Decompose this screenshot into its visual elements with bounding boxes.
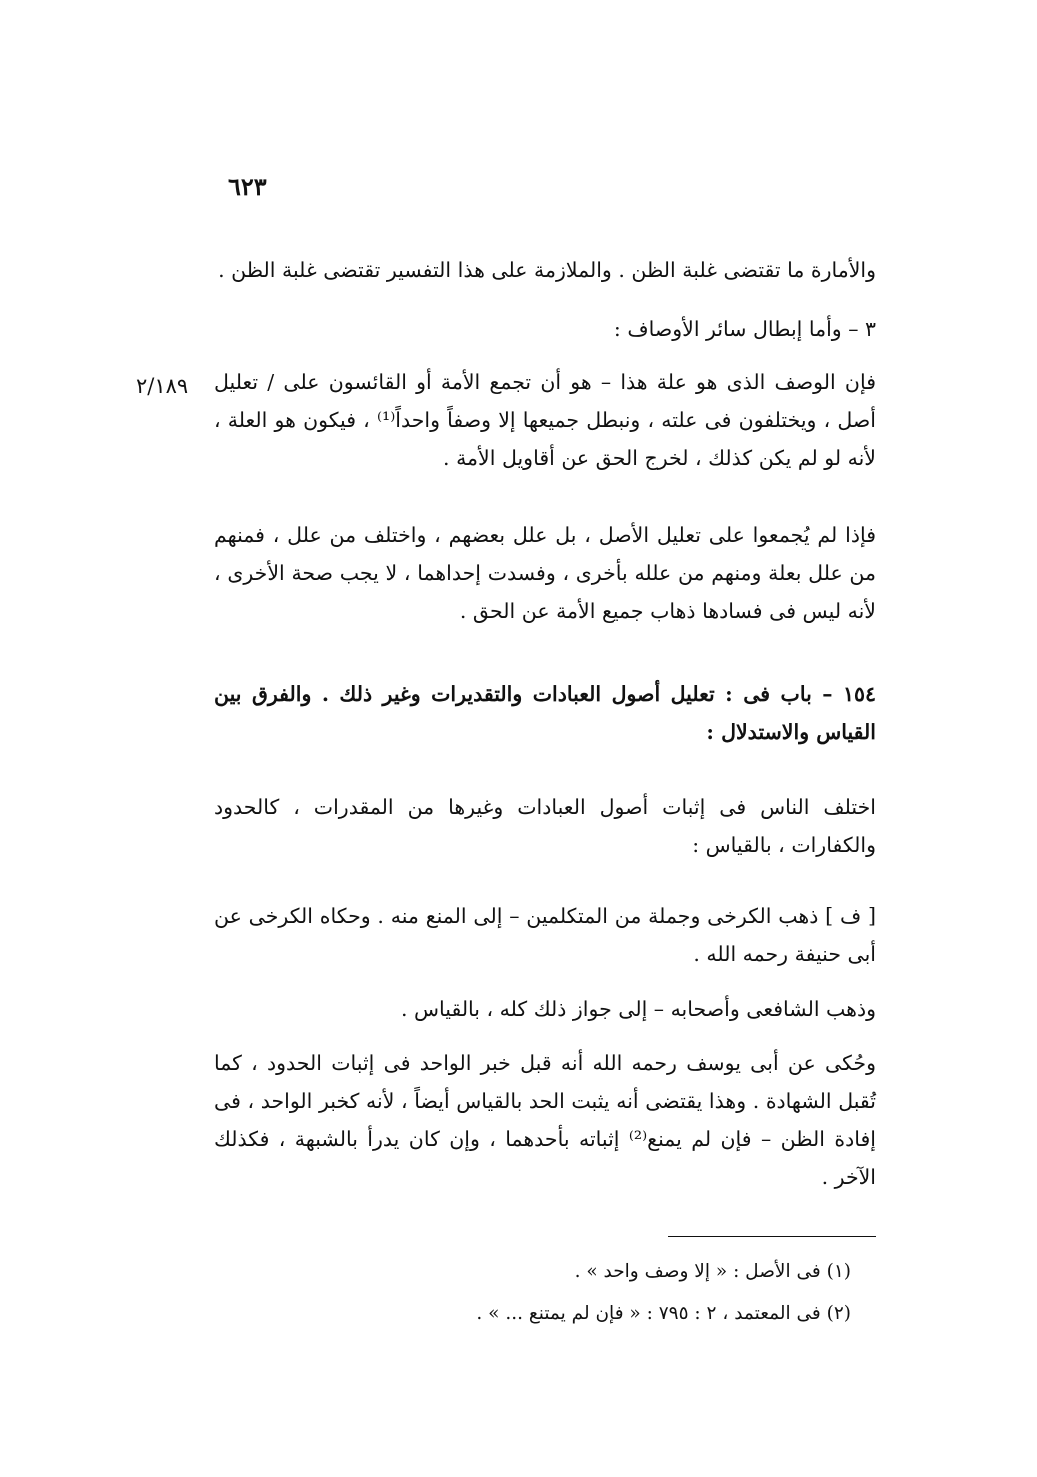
paragraph-wasf-illa: فإن الوصف الذى هو علة هذا – هو أن تجمع الأمة أو القائسون على / تعليل أصل ، ويختلفون فى علته ، ونبطل جميعها إلا وصفاً واحداً⁽¹⁾ ، فيكون هو العلة ، لأنه لو لم يكن كذلك ، لخرج الحق عن أقاويل الأمة .: [214, 370, 877, 470]
paragraph-karkhi: [ ف ] ذهب الكرخى وجملة من المتكلمين – إلى المنع منه . وحكاه الكرخى عن أبى حنيفة رحمه الله .: [214, 904, 876, 966]
footnote-2: (٢) فى المعتمد ، ٢ : ٧٩٥ : « فإن لم يمتنع ... » .: [476, 1303, 851, 1324]
heading-ibtal-awsaf: ٣ – وأما إبطال سائر الأوصاف :: [613, 317, 876, 341]
section-heading-154: ١٥٤ – باب فى : تعليل أصول العبادات والتقديرات وغير ذلك . والفرق بين القياس والاستدلال :: [214, 682, 876, 744]
paragraph-amara: والأمارة ما تقتضى غلبة الظن . والملازمة على هذا التفسير تقتضى غلبة الظن .: [218, 258, 876, 282]
paragraph-abu-yusuf: وحُكى عن أبى يوسف رحمه الله أنه قبل خبر الواحد فى إثبات الحدود ، كما تُقبل الشهادة . وهذا يقتضى أنه يثبت الحد بالقياس أيضاً ، لأنه كخبر الواحد ، فى إفادة الظن – فإن لم يمنع⁽²⁾ إثباته بأحدهما ، وإن كان يدرأ بالشبهة ، فكذلك الآخر .: [214, 1051, 877, 1189]
paragraph-ijma-talil: فإذا لم يُجمعوا على تعليل الأصل ، بل علل بعضهم ، واختلف من علل ، فمنهم من علل بعلة ومنهم من علله بأخرى ، وفسدت إحداهما ، لا يجب صحة الأخرى ، لأنه ليس فى فسادها ذهاب جميع الأمة عن الحق .: [214, 523, 877, 623]
footnote-divider: [668, 1236, 876, 1237]
paragraph-ikhtilaf: اختلف الناس فى إثبات أصول العبادات وغيرها من المقدرات ، كالحدود والكفارات ، بالقياس :: [214, 795, 876, 857]
page-number: ٦٢٣: [228, 172, 267, 201]
margin-reference: ٢/١٨٩: [136, 374, 189, 398]
footnote-1: (١) فى الأصل : « إلا وصف واحد » .: [574, 1261, 851, 1282]
paragraph-shafii: وذهب الشافعى وأصحابه – إلى جواز ذلك كله ، بالقياس .: [400, 997, 876, 1021]
